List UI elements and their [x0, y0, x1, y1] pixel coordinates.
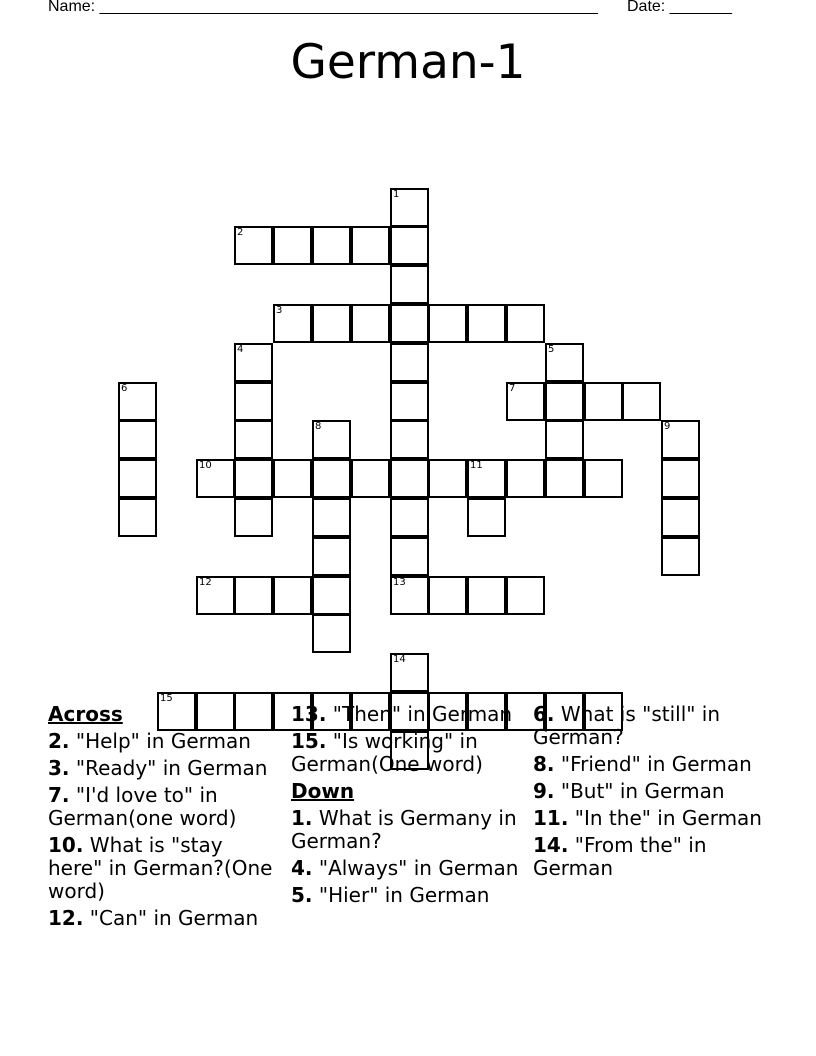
across-heading: Across	[48, 702, 123, 726]
grid-cell[interactable]	[234, 420, 273, 459]
clue-across-15: 15. "Is working" in German(One word)	[291, 729, 483, 776]
grid-cell[interactable]	[234, 576, 273, 615]
clue-down-14: 14. "From the" in German	[533, 833, 707, 880]
grid-cell-14[interactable]	[390, 653, 429, 692]
grid-cell[interactable]	[312, 614, 351, 653]
clue-column-2	[291, 703, 521, 911]
grid-cell[interactable]	[312, 459, 351, 498]
grid-cell-5[interactable]	[545, 343, 584, 382]
grid-cell[interactable]	[661, 498, 700, 537]
grid-cell[interactable]	[545, 382, 584, 421]
grid-cell[interactable]	[467, 576, 506, 615]
grid-cell[interactable]	[351, 304, 390, 343]
grid-cell[interactable]	[390, 343, 429, 382]
grid-cell[interactable]	[506, 576, 545, 615]
grid-cell[interactable]	[234, 498, 273, 537]
clue-number: 9	[664, 421, 671, 432]
grid-cell[interactable]	[661, 459, 700, 498]
grid-cell[interactable]	[273, 226, 312, 265]
date-field-label: Date: _______	[627, 0, 732, 15]
grid-cell[interactable]	[390, 226, 429, 265]
grid-cell-10[interactable]	[196, 459, 235, 498]
clue-column-3	[533, 703, 763, 884]
grid-cell[interactable]	[234, 382, 273, 421]
clue-across-3: 3. "Ready" in German	[48, 756, 268, 780]
grid-cell[interactable]	[312, 304, 351, 343]
grid-cell[interactable]	[273, 459, 312, 498]
grid-cell[interactable]	[234, 459, 273, 498]
grid-cell[interactable]	[351, 226, 390, 265]
grid-cell[interactable]	[312, 576, 351, 615]
grid-cell[interactable]	[390, 304, 429, 343]
grid-cell-13[interactable]	[390, 576, 429, 615]
grid-cell[interactable]	[545, 459, 584, 498]
grid-cell[interactable]	[118, 498, 157, 537]
grid-cell[interactable]	[390, 459, 429, 498]
clue-number: 8	[315, 421, 322, 432]
grid-cell-2[interactable]	[234, 226, 273, 265]
grid-cell[interactable]	[351, 459, 390, 498]
grid-cell-4[interactable]	[234, 343, 273, 382]
clue-across-2: 2. "Help" in German	[48, 729, 251, 753]
clue-number: 13	[393, 577, 406, 588]
grid-cell[interactable]	[584, 459, 623, 498]
clue-down-11: 11. "In the" in German	[533, 806, 762, 830]
clue-down-8: 8. "Friend" in German	[533, 752, 752, 776]
clue-number: 1	[393, 189, 400, 200]
page-title: German-1	[290, 35, 526, 90]
clue-number: 5	[548, 344, 555, 355]
grid-cell-3[interactable]	[273, 304, 312, 343]
clue-down-1: 1. What is Germany in German?	[291, 806, 517, 853]
clue-number: 2	[237, 227, 244, 238]
grid-cell[interactable]	[312, 226, 351, 265]
clue-across-13: 13. "Then" in German	[291, 702, 513, 726]
grid-cell[interactable]	[506, 459, 545, 498]
grid-cell-8[interactable]	[312, 420, 351, 459]
grid-cell[interactable]	[584, 382, 623, 421]
grid-cell[interactable]	[312, 498, 351, 537]
clue-down-5: 5. "Hier" in German	[291, 883, 490, 907]
grid-cell[interactable]	[390, 498, 429, 537]
down-heading: Down	[291, 779, 355, 803]
grid-cell[interactable]	[506, 304, 545, 343]
clue-across-10: 10. What is "stay here" in German?(One word)	[48, 833, 273, 903]
clue-number: 10	[199, 460, 212, 471]
name-field-label: Name: ________________________________________________________	[48, 0, 598, 15]
grid-cell[interactable]	[390, 420, 429, 459]
grid-cell-11[interactable]	[467, 459, 506, 498]
grid-cell[interactable]	[390, 382, 429, 421]
clue-column-1	[48, 703, 278, 934]
clue-number: 12	[199, 577, 212, 588]
grid-cell[interactable]	[545, 420, 584, 459]
grid-cell[interactable]	[273, 576, 312, 615]
grid-cell[interactable]	[390, 265, 429, 304]
grid-cell[interactable]	[622, 382, 661, 421]
clue-down-9: 9. "But" in German	[533, 779, 725, 803]
clue-number: 14	[393, 654, 406, 665]
grid-cell[interactable]	[428, 459, 467, 498]
clue-number: 4	[237, 344, 244, 355]
grid-cell-1[interactable]	[390, 188, 429, 227]
grid-cell[interactable]	[390, 537, 429, 576]
clue-number: 3	[276, 305, 283, 316]
grid-cell-12[interactable]	[196, 576, 235, 615]
grid-cell[interactable]	[467, 304, 506, 343]
grid-cell-6[interactable]	[118, 382, 157, 421]
grid-cell[interactable]	[428, 304, 467, 343]
clue-number: 11	[470, 460, 483, 471]
grid-cell[interactable]	[467, 498, 506, 537]
grid-cell[interactable]	[428, 576, 467, 615]
grid-cell[interactable]	[661, 537, 700, 576]
grid-cell[interactable]	[118, 459, 157, 498]
clue-across-7: 7. "I'd love to" in German(one word)	[48, 783, 237, 830]
clue-down-6: 6. What is "still" in German?	[533, 702, 721, 749]
clue-number: 6	[121, 383, 128, 394]
grid-cell[interactable]	[312, 537, 351, 576]
clue-down-4: 4. "Always" in German	[291, 856, 519, 880]
clue-across-12: 12. "Can" in German	[48, 906, 259, 930]
grid-cell-7[interactable]	[506, 382, 545, 421]
clue-number: 7	[509, 383, 516, 394]
grid-cell-9[interactable]	[661, 420, 700, 459]
grid-cell[interactable]	[118, 420, 157, 459]
clue-number: 15	[160, 693, 173, 704]
